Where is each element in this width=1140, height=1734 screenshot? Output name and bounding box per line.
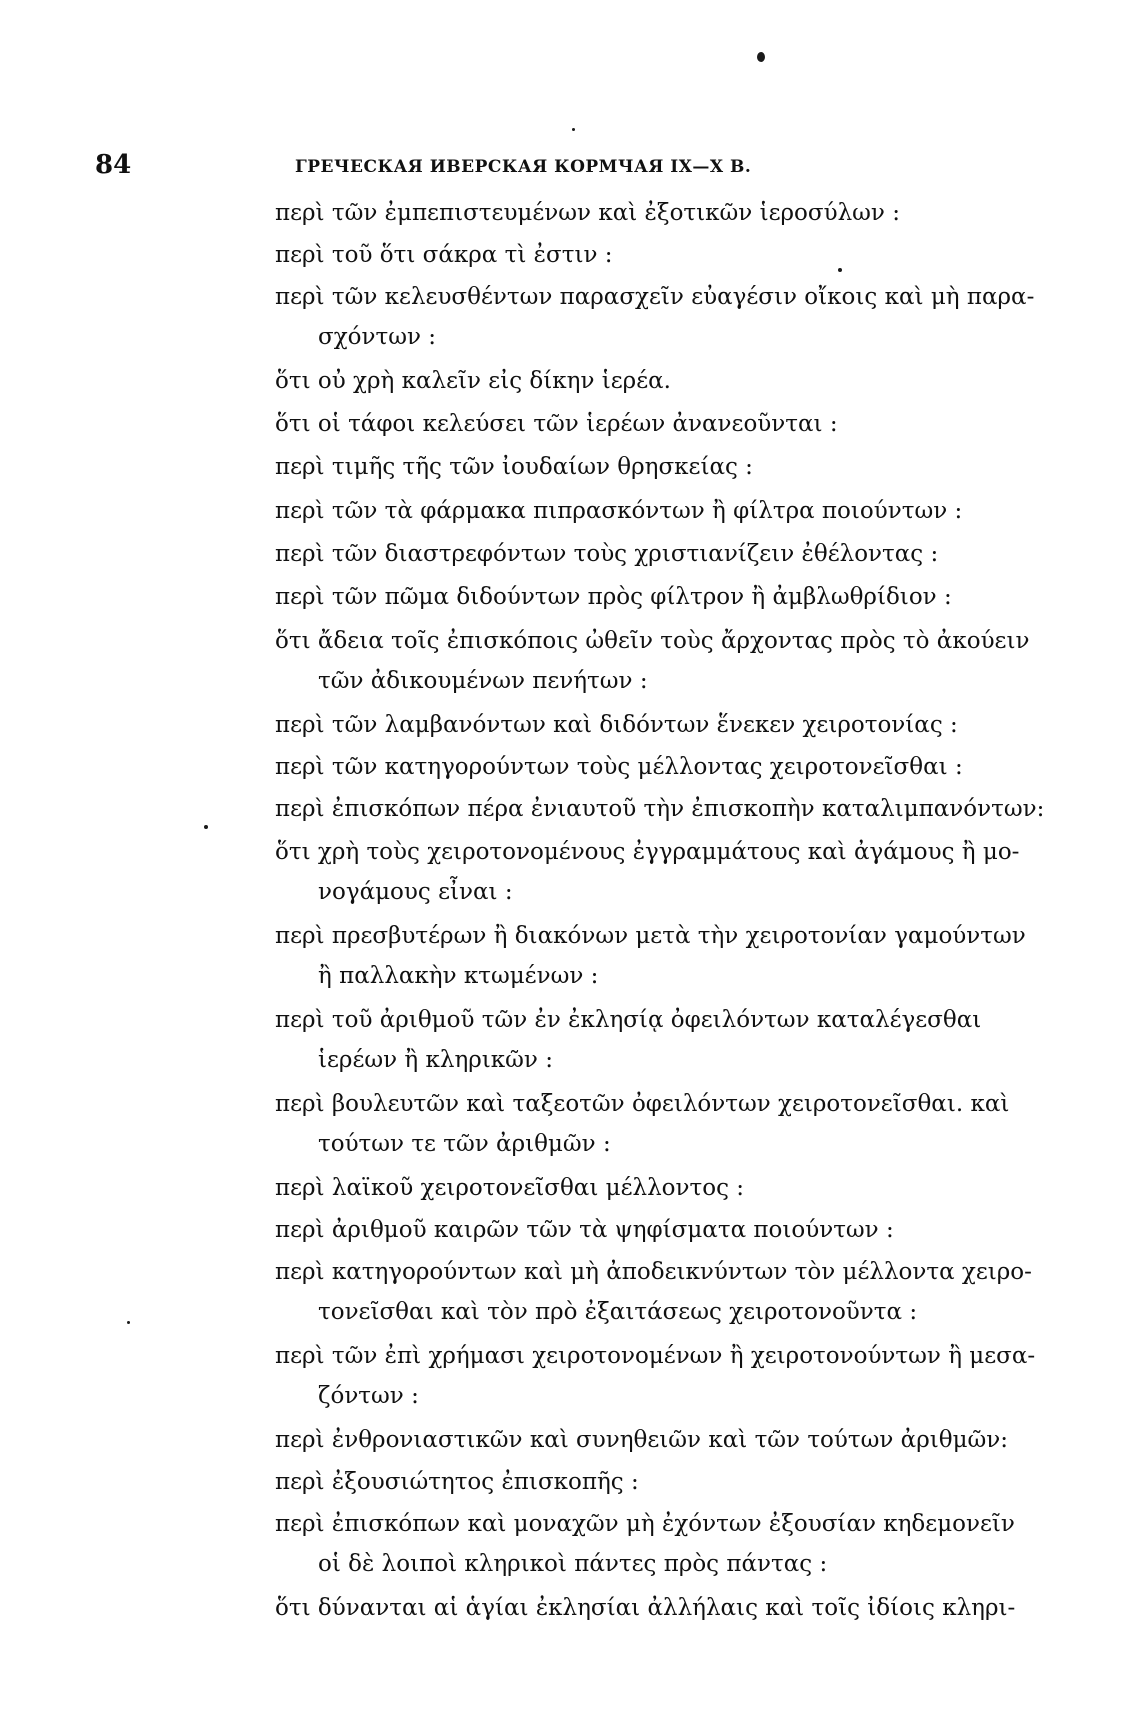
- chapter-title: περὶ τῶν λαμβανόντων καὶ διδόντων ἕνεκεν χειροτονίας :: [275, 712, 958, 738]
- chapter-title: περὶ ἐνθρονιαστικῶν καὶ συνηθειῶν καὶ τῶν τούτων ἀριθμῶν:: [275, 1427, 1009, 1453]
- chapter-title: περὶ ἐξουσιώτητος ἐπισκοπῆς :: [275, 1469, 639, 1495]
- chapter-title-continuation: ἢ παλλακὴν κτωμένων :: [318, 963, 599, 989]
- chapter-title: περὶ τῶν κελευσθέντων παρασχεῖν εὐαγέσιν οἴκοις καὶ μὴ παρα-: [275, 284, 1035, 310]
- running-title: ГРЕЧЕСКАЯ ИВЕРСКАЯ КОРМЧАЯ IX—X В.: [295, 157, 752, 177]
- chapter-title: περὶ τῶν τὰ φάρμακα πιπρασκόντων ἢ φίλτρα ποιούντων :: [275, 498, 963, 524]
- ink-speck: [204, 825, 208, 829]
- chapter-title: ὅτι χρὴ τοὺς χειροτονομένους ἐγγραμμάτους καὶ ἀγάμους ἢ μο-: [275, 839, 1020, 865]
- chapter-title: περὶ κατηγορούντων καὶ μὴ ἀποδεικνύντων τὸν μέλλοντα χειρο-: [275, 1259, 1032, 1285]
- chapter-title-continuation: τονεῖσθαι καὶ τὸν πρὸ ἐξαιτάσεως χειροτονοῦντα :: [318, 1299, 918, 1325]
- page-number: 84: [95, 150, 132, 180]
- chapter-title: περὶ ἀριθμοῦ καιρῶν τῶν τὰ ψηφίσματα ποιούντων :: [275, 1217, 894, 1243]
- chapter-title: περὶ τοῦ ἀριθμοῦ τῶν ἐν ἐκλησίᾳ ὀφειλόντων καταλέγεσθαι: [275, 1007, 982, 1033]
- chapter-title: περὶ λαϊκοῦ χειροτονεῖσθαι μέλλοντος :: [275, 1175, 745, 1201]
- chapter-title: ὅτι οὐ χρὴ καλεῖν εἰς δίκην ἱερέα.: [275, 368, 671, 394]
- chapter-title: περὶ τῶν ἐπὶ χρήμασι χειροτονομένων ἢ χειροτονούντων ἢ μεσα-: [275, 1343, 1036, 1369]
- chapter-title-continuation: τούτων τε τῶν ἀριθμῶν :: [318, 1131, 611, 1157]
- chapter-title-continuation: νογάμους εἶναι :: [318, 879, 513, 905]
- ink-speck: [127, 1321, 130, 1324]
- chapter-title: περὶ τῶν διαστρεφόντων τοὺς χριστιανίζειν ἐθέλοντας :: [275, 541, 939, 567]
- ink-speck: [757, 52, 765, 62]
- page-header: [95, 148, 995, 188]
- chapter-title: περὶ ἐπισκόπων καὶ μοναχῶν μὴ ἐχόντων ἐξουσίαν κηδεμονεῖν: [275, 1511, 1015, 1537]
- chapter-title: περὶ πρεσβυτέρων ἢ διακόνων μετὰ τὴν χειροτονίαν γαμούντων: [275, 923, 1026, 949]
- chapter-title: περὶ ἐπισκόπων πέρα ἐνιαυτοῦ τὴν ἐπισκοπὴν καταλιμπανόντων:: [275, 796, 1045, 822]
- chapter-title: περὶ τῶν ἐμπεπιστευμένων καὶ ἐξοτικῶν ἱεροσύλων :: [275, 200, 900, 226]
- chapter-title: περὶ βουλευτῶν καὶ ταξεοτῶν ὀφειλόντων χειροτονεῖσθαι. καὶ: [275, 1091, 1010, 1117]
- chapter-title: ὅτι οἱ τάφοι κελεύσει τῶν ἱερέων ἀνανεοῦνται :: [275, 411, 838, 437]
- chapter-title-continuation: ἱερέων ἢ κληρικῶν :: [318, 1047, 553, 1073]
- chapter-title-continuation: ζόντων :: [318, 1383, 419, 1409]
- chapter-title-continuation: οἱ δὲ λοιποὶ κληρικοὶ πάντες πρὸς πάντας :: [318, 1551, 828, 1577]
- chapter-title: ὅτι ἄδεια τοῖς ἐπισκόποις ὠθεῖν τοὺς ἄρχοντας πρὸς τὸ ἀκούειν: [275, 628, 1030, 654]
- ink-speck: [572, 128, 575, 131]
- chapter-title-continuation: σχόντων :: [318, 324, 436, 350]
- chapter-title: περὶ τῶν πῶμα διδούντων πρὸς φίλτρον ἢ ἀμβλωθρίδιον :: [275, 584, 952, 610]
- chapter-title: περὶ τοῦ ὅτι σάκρα τὶ ἐστιν :: [275, 242, 613, 268]
- chapter-title: ὅτι δύνανται αἱ ἁγίαι ἐκλησίαι ἀλλήλαις καὶ τοῖς ἰδίοις κληρι-: [275, 1595, 1016, 1621]
- chapter-title: περὶ τῶν κατηγορούντων τοὺς μέλλοντας χειροτονεῖσθαι :: [275, 754, 963, 780]
- chapter-title: περὶ τιμῆς τῆς τῶν ἰουδαίων θρησκείας :: [275, 454, 753, 480]
- chapter-title-continuation: τῶν ἀδικουμένων πενήτων :: [318, 668, 648, 694]
